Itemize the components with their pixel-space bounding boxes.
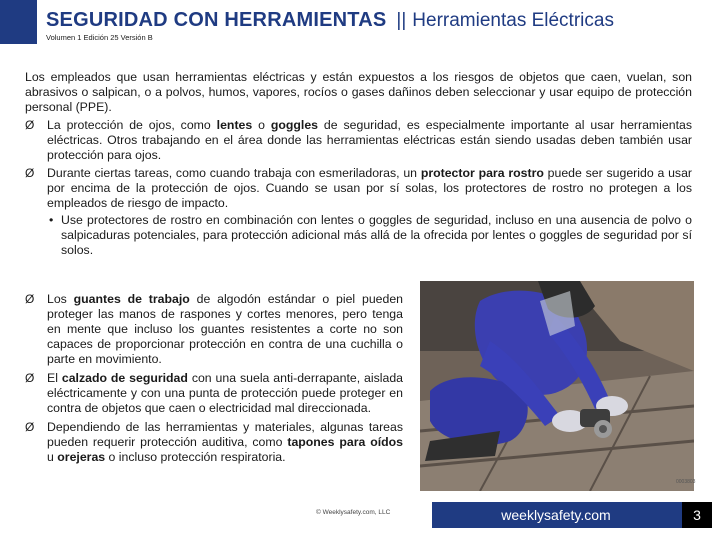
lower-content xyxy=(25,288,403,465)
bullet-hearing-protection: Ø Dependiendo de las herramientas y materiales, algunas tareas pueden requerir protección auditiva, como tapones para oídos u orejeras o incluso protección respiratoria. xyxy=(25,420,403,464)
photo-id-label: 0003803 xyxy=(676,479,696,485)
intro-paragraph: Los empleados que usan herramientas eléctricas y están expuestos a los riesgos de objetos que caen, vuelan, son abrasivos o salpican, o a polvos, humos, vapores, rocíos o gases dañinos deben seleccionar y usar equipo de protección personal (PPE). xyxy=(25,70,692,114)
main-content xyxy=(25,70,692,258)
page-number: 3 xyxy=(682,502,712,528)
footer-brand-text: weeklysafety.com xyxy=(501,507,611,523)
worker-grinding-illustration xyxy=(420,281,694,491)
page-subtitle: Herramientas Eléctricas xyxy=(412,10,614,31)
dot-bullet-icon: • xyxy=(49,213,54,227)
header-accent-bar xyxy=(0,0,37,44)
arrow-bullet-icon: Ø xyxy=(25,292,35,306)
bullet-work-gloves: Ø Los guantes de trabajo de algodón estándar o piel pueden proteger las manos de raspones y cortes menores, pero tenga en mente que incluso los guantes resistentes a corte no son capaces de proporcionar protección en contra de una cuchilla o parte en movimiento. xyxy=(25,292,404,366)
page-header xyxy=(46,9,614,32)
bullet-face-shield: Ø Durante ciertas tareas, como cuando trabaja con esmeriladoras, un protector para rostro puede ser sugerido a usar por encima de la protección de ojos. Cuando se usan por sí solas, los protectores de rostro no protegen a los empleados de riesgo de impacto. xyxy=(25,166,693,210)
title-separator: || xyxy=(396,10,407,31)
arrow-bullet-icon: Ø xyxy=(25,371,35,385)
worker-grinding-photo xyxy=(420,281,694,491)
bullet-safety-footwear: Ø El calzado de seguridad con una suela anti-derrapante, aislada eléctricamente y con una punta de protección puede proteger en contra de objetos que caen o electricidad mal direccionada. xyxy=(25,371,403,415)
sub-bullet-face-shield-combo: • Use protectores de rostro en combinación con lentes o goggles de seguridad, incluso en una ausencia de polvo o salpicaduras potenciales, para protección adicional más allá de la ofrecida por lentes o goggles de seguridad por sí solos. xyxy=(49,213,692,257)
arrow-bullet-icon: Ø xyxy=(25,166,35,180)
copyright-text: © Weeklysafety.com, LLC xyxy=(316,509,391,516)
edition-label: Volumen 1 Edición 25 Versión B xyxy=(46,33,153,42)
arrow-bullet-icon: Ø xyxy=(25,420,35,434)
arrow-bullet-icon: Ø xyxy=(25,118,35,132)
bullet-eye-protection: Ø La protección de ojos, como lentes o goggles de seguridad, es especialmente importante al usar herramientas eléctricas. Otros trabajando en el área donde las herramientas eléctricas están siendo usadas deben también usar protección para ojos. xyxy=(25,118,692,162)
page-title: SEGURIDAD CON HERRAMIENTAS xyxy=(46,9,387,31)
